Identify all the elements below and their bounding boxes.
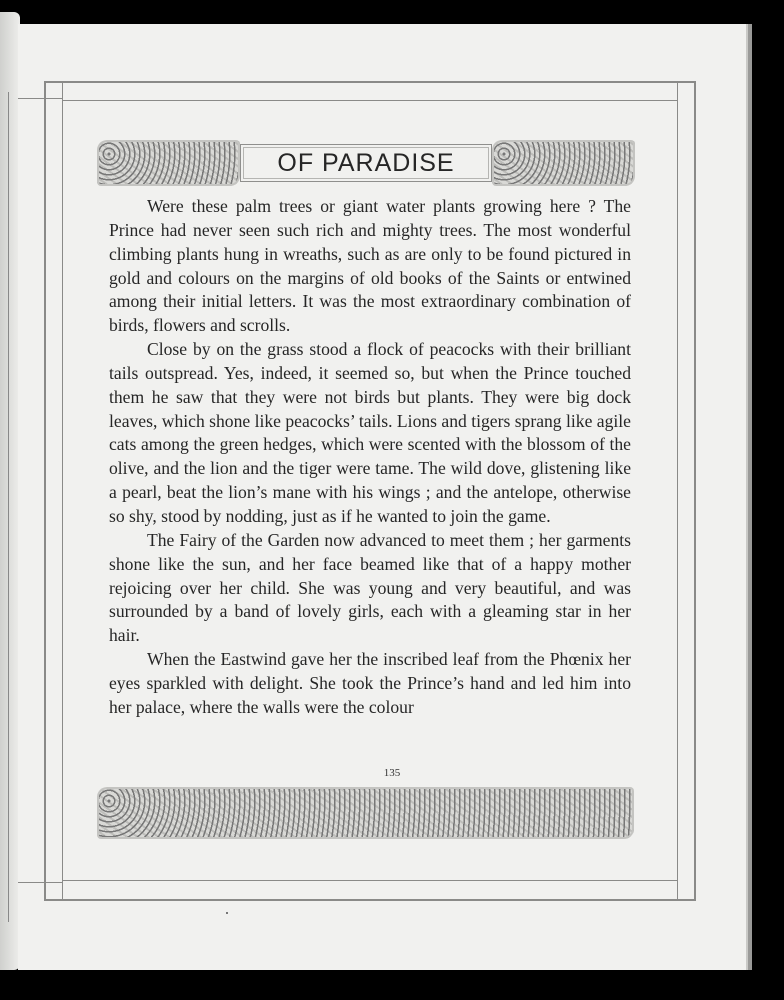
title-box (240, 144, 492, 182)
body-text (109, 195, 631, 720)
frame-bottom-inner (62, 880, 678, 881)
frame-left-stub-top (18, 98, 62, 99)
header-ornament-right (492, 140, 635, 186)
paragraph-1: Were these palm trees or giant water plants growing here ? The Prince had never seen such rich and mighty trees. The most wonderful climbing plants hung in wreaths, such as are only to be found pictured in gold and colours on the margins of old books of the Saints or entwined among their initial letters. It was the most extraordinary combination of birds, flowers and scrolls. (109, 196, 631, 336)
left-page-rule (8, 92, 9, 922)
frame-top-inner (62, 100, 678, 101)
paper-speck (226, 912, 228, 914)
paragraph-2: Close by on the grass stood a flock of peacocks with their brilliant tails outspread. Yes, indeed, it seemed so, but when the Prince touched them he saw that they were not birds but plants. They were big dock leaves, which shone like peacocks’ tails. Lions and tigers sprang like agile cats among the green hedges, which were scented with the blossom of the olive, and the lion and the tiger were tame. The wild dove, glistening like a pearl, beat the lion’s mane with his wings ; and the antelope, otherwise so shy, stood by nodding, just as if he wanted to join the game. (109, 339, 631, 526)
footer-ornament (97, 787, 634, 839)
left-page-edge (0, 12, 20, 970)
paragraph-4: When the Eastwind gave her the inscribed leaf from the Phœnix her eyes sparkled with delight. She took the Prince’s hand and led him into her palace, where the walls were the colour (109, 649, 631, 717)
paragraph-3: The Fairy of the Garden now advanced to meet them ; her garments shone like the sun, and her face beamed like that of a happy mother rejoicing over her child. She was young and very beautiful, and was surrounded by a band of lovely girls, each with a gleaming star in her hair. (109, 529, 631, 646)
frame-left-stub-bottom (18, 882, 62, 883)
frame-top-outer (44, 81, 696, 83)
frame-bottom-outer (44, 899, 696, 901)
header-ornament-left (97, 140, 240, 186)
page-title: OF PARADISE (277, 148, 455, 177)
page-number: 135 (383, 767, 401, 779)
